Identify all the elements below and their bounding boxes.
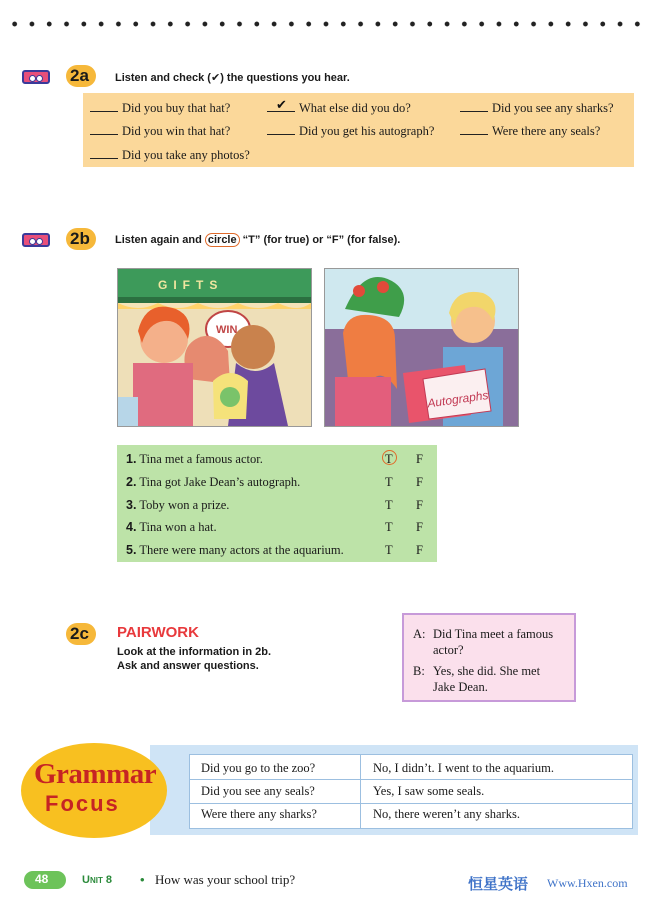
label-2b: 2b	[70, 229, 90, 248]
answer-blank[interactable]	[460, 133, 488, 135]
grammar-question: Did you go to the zoo?	[201, 761, 316, 775]
question-item[interactable]: Did you take any photos?	[90, 148, 250, 163]
true-option[interactable]: T	[385, 452, 393, 466]
answer-blank[interactable]	[90, 133, 118, 135]
grammar-answer: No, there weren’t any sharks.	[373, 807, 520, 821]
svg-text:WIN: WIN	[216, 324, 238, 336]
watermark-url: Www.Hxen.com	[547, 876, 628, 890]
circled-word: circle	[205, 233, 240, 247]
checkmark-icon: ✔	[276, 97, 287, 112]
dialog-line: actor?	[433, 643, 464, 657]
true-option[interactable]: T	[385, 520, 393, 534]
true-option[interactable]: T	[385, 543, 393, 557]
dialog-speaker: A:	[413, 627, 426, 641]
dialog-line: Did Tina meet a famous	[433, 627, 554, 641]
pairwork-title: PAIRWORK	[117, 624, 199, 641]
statement-item: 5. There were many actors at the aquarium.	[126, 543, 344, 557]
dialog-speaker: B:	[413, 664, 425, 678]
unit-title: How was your school trip?	[155, 872, 296, 887]
grammar-question: Did you see any seals?	[201, 784, 315, 798]
dialog-line: Jake Dean.	[433, 680, 488, 694]
false-option[interactable]: F	[416, 498, 423, 512]
instruction-2a: Listen and check (✔) the questions you hear.	[115, 72, 350, 84]
svg-text:GIFTS: GIFTS	[158, 278, 224, 292]
watermark-logo: 恒星英语	[468, 876, 529, 893]
false-option[interactable]: F	[416, 520, 423, 534]
answer-blank[interactable]	[267, 97, 295, 112]
gift-shop-illustration	[117, 268, 312, 427]
statement-item: 1. Tina met a famous actor.	[126, 452, 263, 466]
grammar-answer: No, I didn’t. I went to the aquarium.	[373, 761, 554, 775]
question-item[interactable]: Were there any seals?	[460, 124, 600, 139]
statement-item: 3. Toby won a prize.	[126, 498, 230, 512]
question-item[interactable]: Did you see any sharks?	[460, 101, 614, 116]
cassette-icon	[22, 233, 50, 247]
false-option[interactable]: F	[416, 452, 423, 466]
question-item[interactable]: Did you buy that hat?	[90, 101, 230, 116]
answer-blank[interactable]	[460, 110, 488, 112]
binder-dots	[6, 20, 646, 28]
true-option[interactable]: T	[385, 498, 393, 512]
true-option[interactable]: T	[385, 475, 393, 489]
grammar-answer: Yes, I saw some seals.	[373, 784, 485, 798]
grammar-question: Were there any sharks?	[201, 807, 317, 821]
answer-blank[interactable]	[90, 110, 118, 112]
label-2c: 2c	[70, 624, 89, 643]
pairwork-instruction-1: Look at the information in 2b.	[117, 646, 271, 658]
pairwork-instruction-2: Ask and answer questions.	[117, 660, 259, 672]
statement-item: 4. Tina won a hat.	[126, 520, 217, 534]
label-2a: 2a	[70, 66, 89, 85]
grammar-focus-title: Grammar	[34, 758, 157, 790]
svg-text:Autographs: Autographs	[426, 388, 490, 411]
answer-blank[interactable]	[267, 133, 295, 135]
page-number: 48	[35, 872, 49, 886]
question-item[interactable]: Did you get his autograph?	[267, 124, 434, 139]
dialog-line: Yes, she did. She met	[433, 664, 541, 678]
cassette-icon	[22, 70, 50, 84]
false-option[interactable]: F	[416, 475, 423, 489]
statement-item: 2. Tina got Jake Dean’s autograph.	[126, 475, 301, 489]
footer-bullet: •	[140, 872, 145, 887]
false-option[interactable]: F	[416, 543, 423, 557]
question-item[interactable]: Did you win that hat?	[90, 124, 230, 139]
question-item[interactable]: ✔ What else did you do?	[267, 101, 411, 116]
answer-blank[interactable]	[90, 157, 118, 159]
instruction-2b: Listen again and circle “T” (for true) or “F” (for false).	[115, 234, 401, 246]
grammar-focus-subtitle: Focus	[45, 791, 120, 816]
autograph-illustration	[324, 268, 519, 427]
unit-label: Unit 8	[82, 874, 113, 886]
